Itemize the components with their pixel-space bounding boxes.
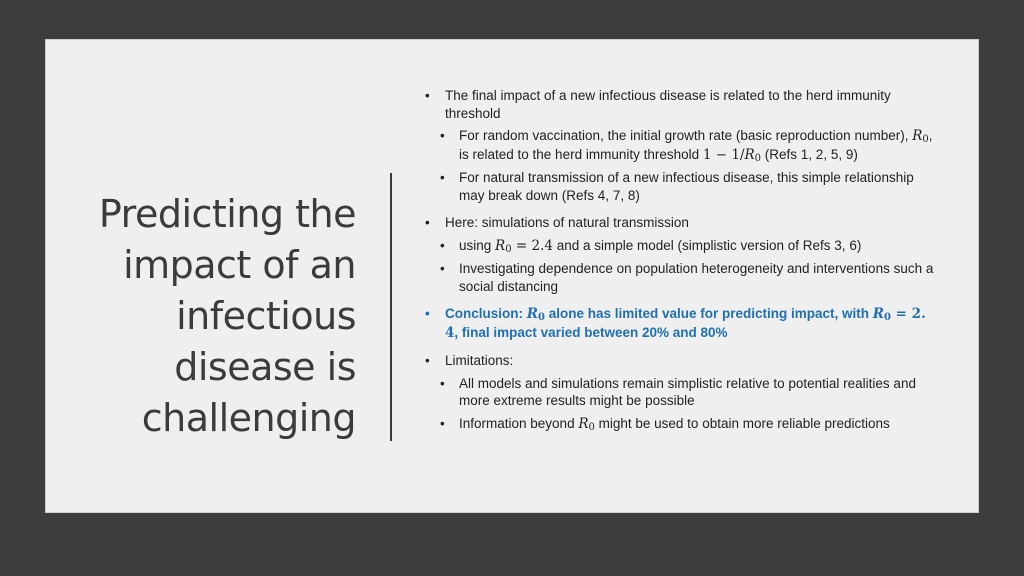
math-r: R [578,415,589,432]
math-subscript: 0 [922,134,929,145]
title-line-1: Predicting the [98,192,356,236]
bullet-text-part: Information beyond [459,415,579,431]
bullet-text-part: using [459,237,496,253]
bullet-dot: • [425,353,430,368]
bullet-text: For natural transmission of a new infectious disease, this simple relationship may break down (Refs 4, 7, 8) [459,170,914,203]
bullet-text-part: might be used to obtain more reliable predictions [594,415,890,431]
bullet-text-part: alone has limited value for predicting impact, with [544,306,873,321]
slide [45,39,979,513]
bullet-text-part: , is related to the herd immunity threshold [459,128,933,162]
bullet-text: The final impact of a new infectious disease is related to the herd immunity threshold [445,88,891,121]
math-r: R [526,306,538,322]
vertical-divider [390,173,392,441]
bullet-simulations [421,214,941,232]
sub-bullet-simplistic-models [421,375,941,410]
bullet-list [421,87,941,433]
bullet-text-part: For random vaccination, the initial growth rate (basic reproduction number), [459,128,913,143]
sub-bullet-model [421,237,941,256]
bullet-dot: • [440,261,445,276]
math-equals-2-4: = 2.4 [511,237,553,254]
bullet-dot: • [440,170,445,185]
title-line-3: infectious [176,294,356,338]
bullet-dot: • [425,306,430,321]
math-subscript: 0 [588,421,595,433]
bullet-limitations [421,352,941,370]
conclusion-label: Conclusion: [445,306,527,321]
math-equals-2-4: = 2. 4 [445,306,926,341]
math-r: R [744,146,755,163]
title-line-2: impact of an [123,243,356,287]
bullet-conclusion [421,305,941,342]
math-subscript: 0 [537,312,545,323]
bullet-dot: • [440,128,445,143]
math-subscript: 0 [754,152,762,164]
sub-bullet-heterogeneity [421,260,941,295]
bullet-dot: • [425,215,430,230]
bullet-dot: • [440,415,445,431]
bullet-text-part: , final impact varied between 20% and 80% [454,324,728,340]
bullet-dot: • [440,237,445,253]
math-r: R [912,128,923,144]
title-line-5: challenging [141,396,356,440]
bullet-dot: • [425,88,430,103]
math-threshold: 1 − 1/ [702,146,745,163]
slide-title [56,189,356,444]
title-line-4: disease is [174,345,356,389]
bullet-text-part: (Refs 1, 2, 5, 9) [761,146,858,162]
sub-bullet-random-vaccination [421,127,941,164]
bullet-herd-immunity [421,87,941,122]
bullet-dot: • [440,375,445,391]
math-r: R [872,306,884,322]
sub-bullet-natural-transmission [421,169,941,204]
bullet-text: Limitations: [445,353,514,368]
math-subscript: 0 [505,243,512,255]
sub-bullet-beyond-r0 [421,415,941,434]
bullet-text-part: and a simple model (simplistic version of Refs 3, 6) [552,237,862,253]
math-r: R [495,237,506,254]
bullet-text: Investigating dependence on population heterogeneity and interventions such a social distancing [459,261,934,294]
math-subscript: 0 [884,312,891,323]
bullet-text: Here: simulations of natural transmission [445,215,689,230]
bullet-text: All models and simulations remain simplistic relative to potential realities and more extreme results might be possible [459,375,916,408]
